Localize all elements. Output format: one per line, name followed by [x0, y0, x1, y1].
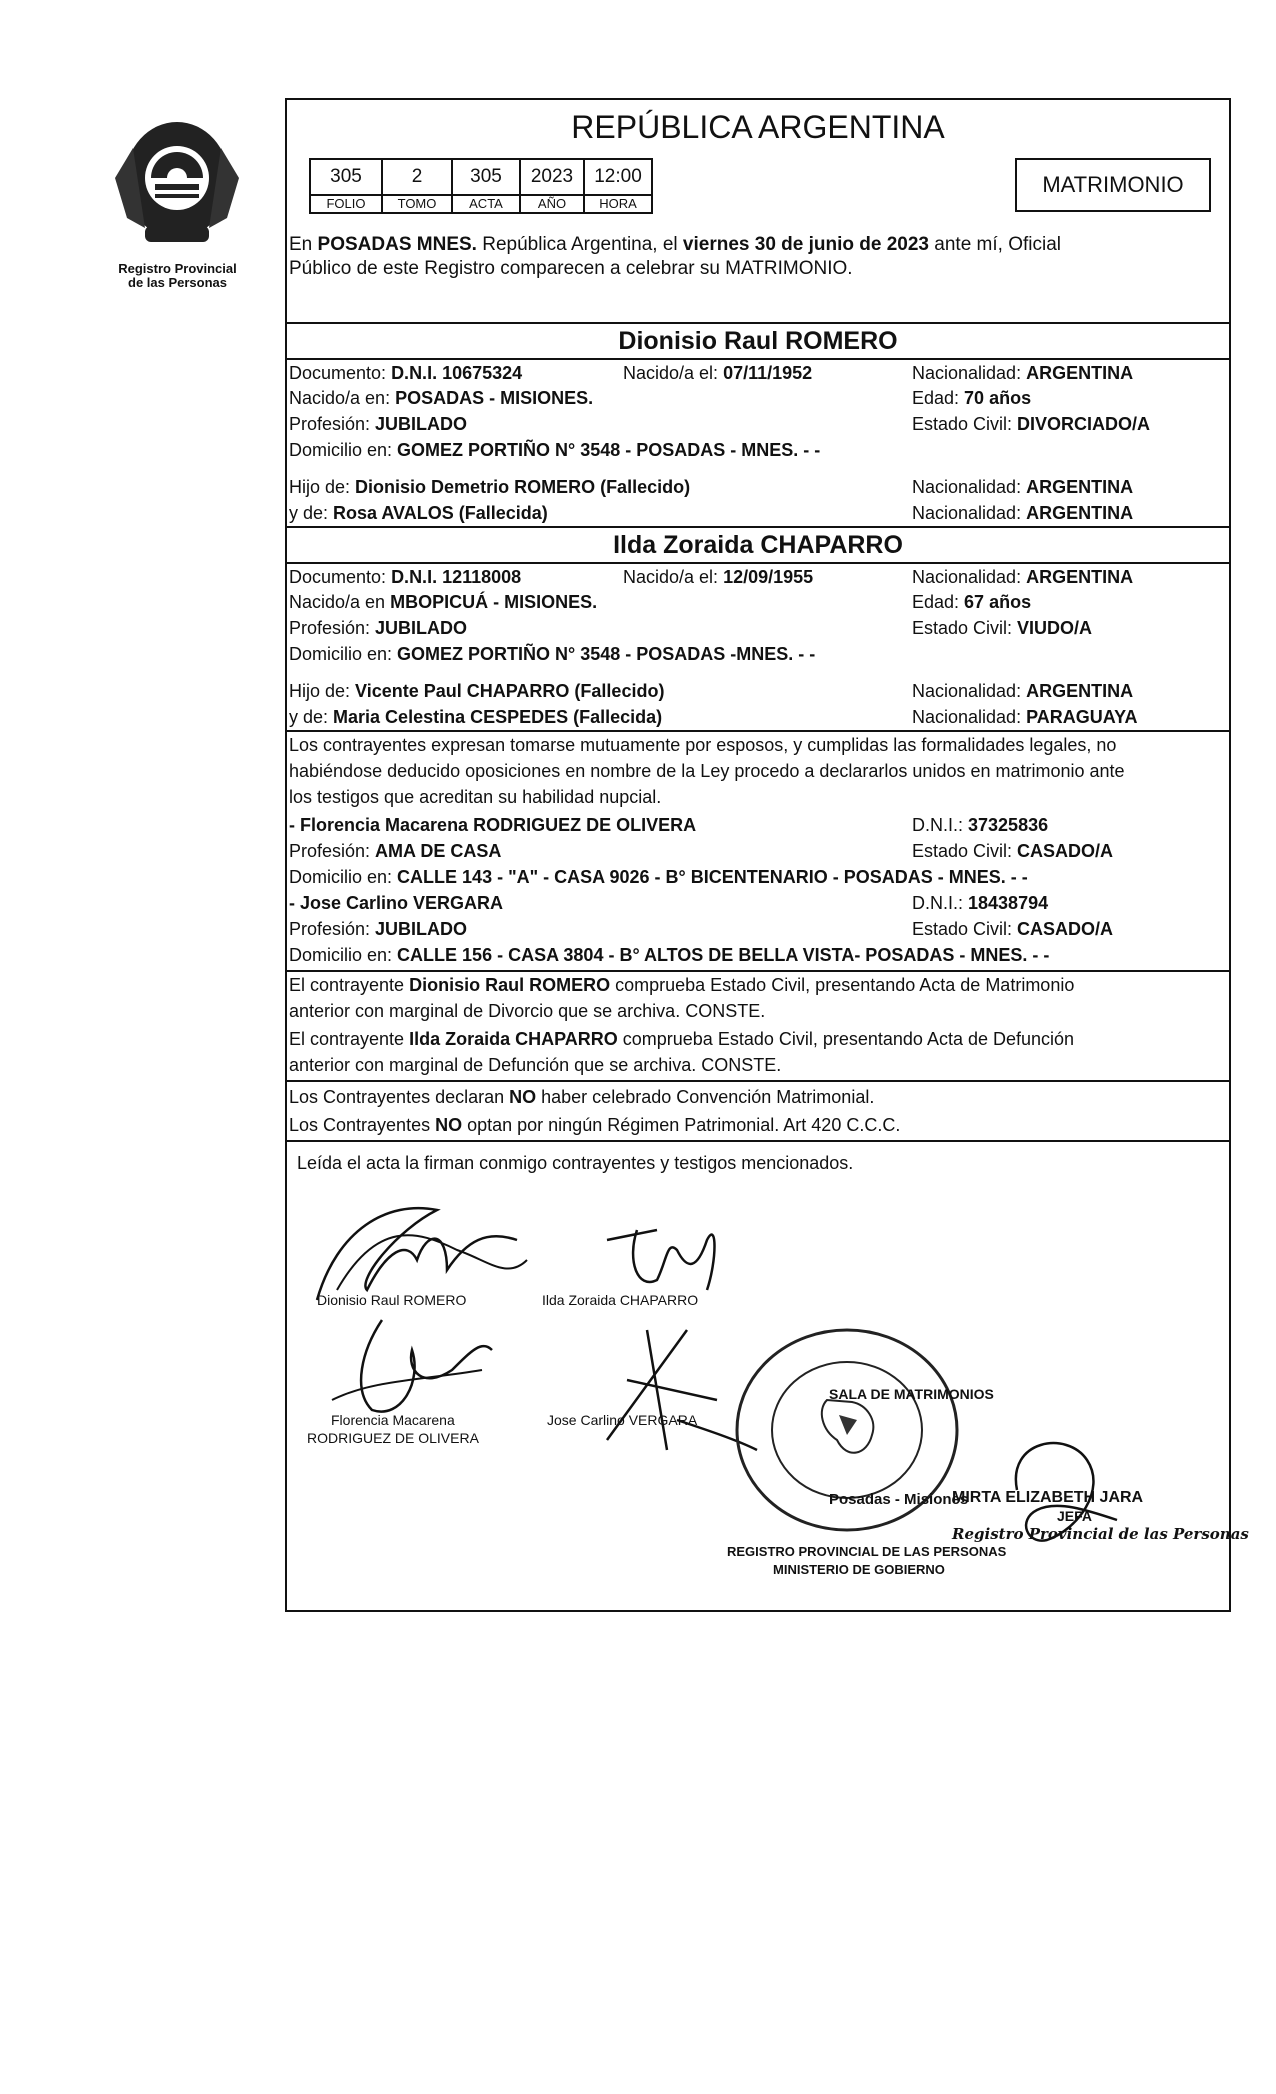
value: CASADO/A — [1017, 841, 1114, 861]
label: Nacionalidad: — [912, 681, 1027, 701]
tomo-value: 2 — [382, 159, 452, 195]
logo-caption — [105, 262, 250, 290]
value: ARGENTINA — [1026, 503, 1134, 523]
official-office: Registro Provincial de las Personas — [952, 1525, 1249, 1543]
text: Los Contrayentes declaran — [289, 1087, 510, 1107]
value: ARGENTINA — [1026, 363, 1134, 383]
province-crest-icon — [105, 118, 250, 253]
witness2-address — [289, 944, 1049, 966]
bride-mother — [289, 706, 662, 728]
name: Dionisio Raul ROMERO — [409, 975, 611, 995]
bride-signature — [597, 1200, 737, 1300]
declaration-line-2: habiéndose deducido oposiciones en nombre de la Ley procedo a declararlos unidos en matrimonio ante — [289, 761, 1125, 781]
groom-profession — [289, 413, 467, 435]
bride-signature-label: Ilda Zoraida CHAPARRO — [542, 1292, 699, 1308]
value: 07/11/1952 — [723, 363, 813, 383]
label: Nacionalidad: — [912, 503, 1027, 523]
divider — [287, 1080, 1229, 1082]
witness2-dni — [912, 892, 1048, 914]
witness2-name: - Jose Carlino VERGARA — [289, 893, 504, 913]
label: y de: — [289, 707, 334, 727]
logo-caption-line1: Registro Provincial — [118, 261, 237, 276]
label: Domicilio en: — [289, 867, 398, 887]
label: D.N.I.: — [912, 893, 969, 913]
groom-name: Dionisio Raul ROMERO — [618, 327, 898, 355]
intro-date: viernes 30 de junio de 2023 — [682, 234, 929, 255]
value: JUBILADO — [375, 618, 468, 638]
groom-birthplace — [289, 387, 593, 409]
text: haber celebrado Convención Matrimonial. — [536, 1087, 875, 1107]
value: 67 años — [964, 592, 1032, 612]
label: Edad: — [912, 388, 965, 408]
civil-note-1-line-2: anterior con marginal de Divorcio que se archiva. CONSTE. — [289, 1001, 766, 1021]
groom-mother — [289, 502, 548, 524]
value: ARGENTINA — [1026, 567, 1134, 587]
value: POSADAS - MISIONES. — [395, 388, 594, 408]
label: Nacido/a el: — [623, 363, 724, 383]
text: Los Contrayentes — [289, 1115, 436, 1135]
value: Rosa AVALOS (Fallecida) — [333, 503, 548, 523]
seal-city-text: Posadas - Misiones — [829, 1491, 969, 1508]
text: El contrayente — [289, 1029, 410, 1049]
groom-address — [289, 439, 820, 461]
intro-line-2: Público de este Registro comparecen a celebrar su MATRIMONIO. — [289, 258, 853, 279]
bride-document — [289, 566, 521, 588]
value: DIVORCIADO/A — [1017, 414, 1151, 434]
value: 37325836 — [968, 815, 1049, 835]
bride-father — [289, 680, 664, 702]
folio-label: FOLIO — [310, 195, 382, 213]
year-value: 2023 — [520, 159, 584, 195]
regime-line-2 — [289, 1114, 900, 1136]
bride-birthdate — [623, 566, 813, 588]
text: comprueba Estado Civil, presentando Acta de Defunción — [617, 1029, 1075, 1049]
label: Profesión: — [289, 841, 376, 861]
value: ARGENTINA — [1026, 477, 1134, 497]
acta-label: ACTA — [452, 195, 520, 213]
civil-note-1-line-1 — [289, 974, 1074, 996]
record-type-box: MATRIMONIO — [1015, 158, 1211, 212]
value: 70 años — [964, 388, 1032, 408]
value: PARAGUAYA — [1026, 707, 1138, 727]
registry-logo — [105, 118, 250, 290]
tomo-label: TOMO — [382, 195, 452, 213]
declaration-line-1: Los contrayentes expresan tomarse mutuamente por esposos, y cumplidas las formalidades legales, no — [289, 735, 1117, 755]
groom-age — [912, 387, 1031, 409]
label: Documento: — [289, 567, 392, 587]
civil-note-2-line-2: anterior con marginal de Defunción que se archiva. CONSTE. — [289, 1055, 782, 1075]
value: CALLE 143 - "A" - CASA 9026 - B° BICENTENARIO - POSADAS - MNES. - - — [397, 867, 1028, 887]
value: Dionisio Demetrio ROMERO (Fallecido) — [355, 477, 691, 497]
folio-value: 305 — [310, 159, 382, 195]
groom-civil-status — [912, 413, 1150, 435]
groom-signature-label: Dionisio Raul ROMERO — [317, 1292, 467, 1308]
label: Estado Civil: — [912, 919, 1018, 939]
label: Estado Civil: — [912, 618, 1018, 638]
seal-outer-text: REGISTRO PROVINCIAL DE LAS PERSONAS — [727, 1544, 1007, 1559]
seal-inner-text: SALA DE MATRIMONIOS — [829, 1386, 994, 1402]
witness1-civil-status — [912, 840, 1113, 862]
value: 12/09/1955 — [723, 567, 814, 587]
label: Nacido/a en: — [289, 388, 396, 408]
text: El contrayente — [289, 975, 410, 995]
bride-civil-status — [912, 617, 1092, 639]
label: Nacionalidad: — [912, 477, 1027, 497]
official-name: MIRTA ELIZABETH JARA — [952, 1489, 1144, 1506]
value: MBOPICUÁ - MISIONES. — [390, 592, 598, 612]
label: Profesión: — [289, 414, 376, 434]
value: VIUDO/A — [1017, 618, 1093, 638]
label: Hijo de: — [289, 681, 356, 701]
label: Documento: — [289, 363, 392, 383]
bride-nationality — [912, 566, 1133, 588]
name: Ilda Zoraida CHAPARRO — [409, 1029, 618, 1049]
label: Profesión: — [289, 618, 376, 638]
value: GOMEZ PORTIÑO N° 3548 - POSADAS - MNES. - - — [397, 440, 821, 460]
text: comprueba Estado Civil, presentando Acta de Matrimonio — [610, 975, 1075, 995]
value: GOMEZ PORTIÑO N° 3548 - POSADAS -MNES. - - — [397, 644, 816, 664]
divider — [287, 526, 1229, 528]
seal-bottom-text: MINISTERIO DE GOBIERNO — [773, 1562, 945, 1577]
witness1-signature-label-1: Florencia Macarena — [331, 1412, 455, 1428]
intro-text: En — [289, 234, 318, 255]
label: Domicilio en: — [289, 440, 398, 460]
value: AMA DE CASA — [375, 841, 502, 861]
label: Nacionalidad: — [912, 567, 1027, 587]
acta-value: 305 — [452, 159, 520, 195]
value: ARGENTINA — [1026, 681, 1134, 701]
label: y de: — [289, 503, 334, 523]
document-title: REPÚBLICA ARGENTINA — [571, 109, 945, 145]
value: CASADO/A — [1017, 919, 1114, 939]
intro-city: POSADAS MNES. — [317, 234, 477, 255]
groom-document — [289, 362, 522, 384]
label: Nacionalidad: — [912, 363, 1027, 383]
divider — [287, 358, 1229, 360]
witness2-signature-label: Jose Carlino VERGARA — [547, 1412, 698, 1428]
value: JUBILADO — [375, 919, 468, 939]
value: Maria Celestina CESPEDES (Fallecida) — [333, 707, 663, 727]
label: Nacionalidad: — [912, 707, 1027, 727]
witness1-dni — [912, 814, 1048, 836]
bride-name: Ilda Zoraida CHAPARRO — [613, 531, 903, 559]
label: Hijo de: — [289, 477, 356, 497]
marriage-certificate — [285, 98, 1249, 1612]
witness1-signature-label-2: RODRIGUEZ DE OLIVERA — [307, 1430, 479, 1446]
groom-nationality — [912, 362, 1133, 384]
intro-text: República Argentina, el — [476, 234, 683, 255]
bride-address — [289, 643, 815, 665]
witness1-profession — [289, 840, 501, 862]
divider — [287, 1140, 1229, 1142]
hour-label: HORA — [584, 195, 652, 213]
value: Vicente Paul CHAPARRO (Fallecido) — [355, 681, 665, 701]
civil-note-2-line-1 — [289, 1028, 1074, 1050]
bride-mother-nationality — [912, 706, 1137, 728]
groom-father-nationality — [912, 476, 1133, 498]
groom-mother-nationality — [912, 502, 1133, 524]
bride-profession — [289, 617, 467, 639]
intro-text: ante mí, Oficial — [929, 234, 1061, 255]
witness2-civil-status — [912, 918, 1113, 940]
witness1-name: - Florencia Macarena RODRIGUEZ DE OLIVERA — [289, 815, 697, 835]
label: Edad: — [912, 592, 965, 612]
acta-reference-table — [309, 158, 653, 214]
text: optan por ningún Régimen Patrimonial. Art 420 C.C.C. — [462, 1115, 901, 1135]
divider — [287, 970, 1229, 972]
groom-birthdate — [623, 362, 812, 384]
year-label: AÑO — [520, 195, 584, 213]
divider — [287, 730, 1229, 732]
witness1-address — [289, 866, 1028, 888]
label: Domicilio en: — [289, 945, 398, 965]
hour-value: 12:00 — [584, 159, 652, 195]
emphasis: NO — [509, 1087, 537, 1107]
groom-father — [289, 476, 690, 498]
value: CALLE 156 - CASA 3804 - B° ALTOS DE BELLA VISTA- POSADAS - MNES. - - — [397, 945, 1050, 965]
label: Nacido/a en — [289, 592, 391, 612]
declaration-line-3: los testigos que acreditan su habilidad nupcial. — [289, 787, 662, 807]
bride-father-nationality — [912, 680, 1133, 702]
bride-birthplace — [289, 591, 597, 613]
bride-age — [912, 591, 1031, 613]
value: JUBILADO — [375, 414, 468, 434]
value: 18438794 — [968, 893, 1049, 913]
value: D.N.I. 10675324 — [391, 363, 523, 383]
logo-caption-line2: de las Personas — [128, 275, 227, 290]
witness2-profession — [289, 918, 467, 940]
value: D.N.I. 12118008 — [391, 567, 522, 587]
label: D.N.I.: — [912, 815, 969, 835]
label: Estado Civil: — [912, 414, 1018, 434]
regime-line-1 — [289, 1086, 874, 1108]
emphasis: NO — [435, 1115, 463, 1135]
official-role: JEFA — [1057, 1508, 1093, 1524]
divider — [287, 322, 1229, 324]
closing-statement: Leída el acta la firman conmigo contrayentes y testigos mencionados. — [297, 1153, 854, 1173]
label: Nacido/a el: — [623, 567, 724, 587]
intro-line-1 — [289, 234, 1061, 256]
label: Estado Civil: — [912, 841, 1018, 861]
label: Profesión: — [289, 919, 376, 939]
divider — [287, 562, 1229, 564]
label: Domicilio en: — [289, 644, 398, 664]
